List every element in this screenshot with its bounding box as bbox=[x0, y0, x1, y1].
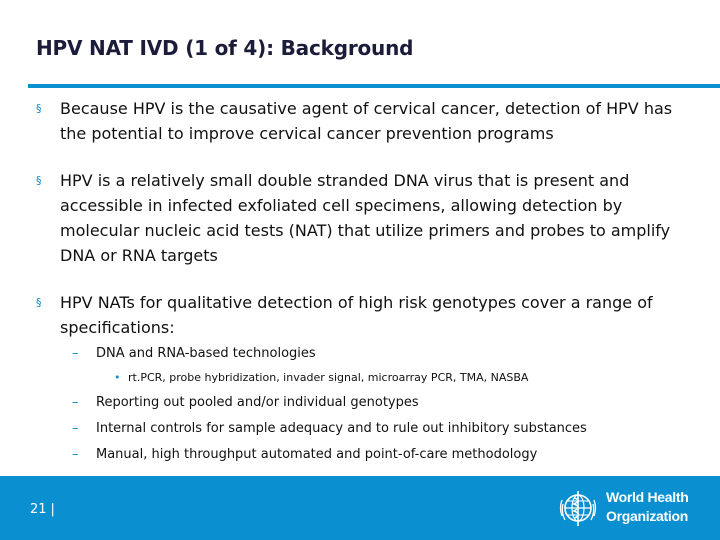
who-logo-text bbox=[606, 488, 688, 526]
bullet-2 bbox=[36, 168, 690, 268]
sub-sub-bullet bbox=[114, 370, 688, 386]
dash-marker: – bbox=[72, 346, 79, 361]
footer-bar bbox=[0, 476, 720, 540]
bullet-marker: § bbox=[36, 296, 42, 309]
sub-bullet-1 bbox=[72, 345, 696, 363]
sub-bullet-text: Reporting out pooled and/or individual genotypes bbox=[96, 395, 419, 410]
page-number bbox=[30, 502, 55, 517]
bullet-text: HPV NATs for qualitative detection of high risk genotypes cover a range of specifications: bbox=[60, 293, 653, 337]
sub-bullet-text: DNA and RNA-based technologies bbox=[96, 346, 316, 361]
bullet-marker: § bbox=[36, 174, 42, 187]
dash-marker: – bbox=[72, 447, 79, 462]
dash-marker: – bbox=[72, 395, 79, 410]
who-emblem-icon bbox=[556, 486, 600, 530]
bullet-3 bbox=[36, 290, 690, 340]
bullet-text: HPV is a relatively small double stranded DNA virus that is present and accessible in infected exfoliated cell specimens, allowing detection by molecular nucleic acid tests (NAT) that utilize primers and probes to amplify DNA or RNA targets bbox=[60, 171, 671, 265]
sub-bullet-text: Internal controls for sample adequacy and to rule out inhibitory substances bbox=[96, 421, 587, 436]
sub-bullet-3 bbox=[72, 420, 696, 438]
sub-bullet-2 bbox=[72, 394, 696, 412]
who-logo-line-1: World Health bbox=[606, 489, 689, 505]
who-logo bbox=[556, 486, 706, 530]
page-number-separator: | bbox=[50, 502, 55, 517]
dash-marker: – bbox=[72, 421, 79, 436]
sub-bullet-4 bbox=[72, 446, 696, 464]
page-number-value: 21 bbox=[30, 502, 47, 517]
sub-bullet-text: Manual, high throughput automated and point-of-care methodology bbox=[96, 447, 538, 462]
who-logo-line-2: Organization bbox=[606, 508, 688, 524]
bullet-1 bbox=[36, 96, 690, 146]
slide-title: HPV NAT IVD (1 of 4): Background bbox=[36, 36, 414, 60]
bullet-marker: § bbox=[36, 102, 42, 115]
sub-sub-bullet-text: rt.PCR, probe hybridization, invader signal, microarray PCR, TMA, NASBA bbox=[128, 371, 529, 384]
dot-marker: • bbox=[114, 371, 121, 384]
title-divider bbox=[28, 84, 720, 88]
bullet-text: Because HPV is the causative agent of cervical cancer, detection of HPV has the potential to improve cervical cancer prevention programs bbox=[60, 99, 673, 143]
